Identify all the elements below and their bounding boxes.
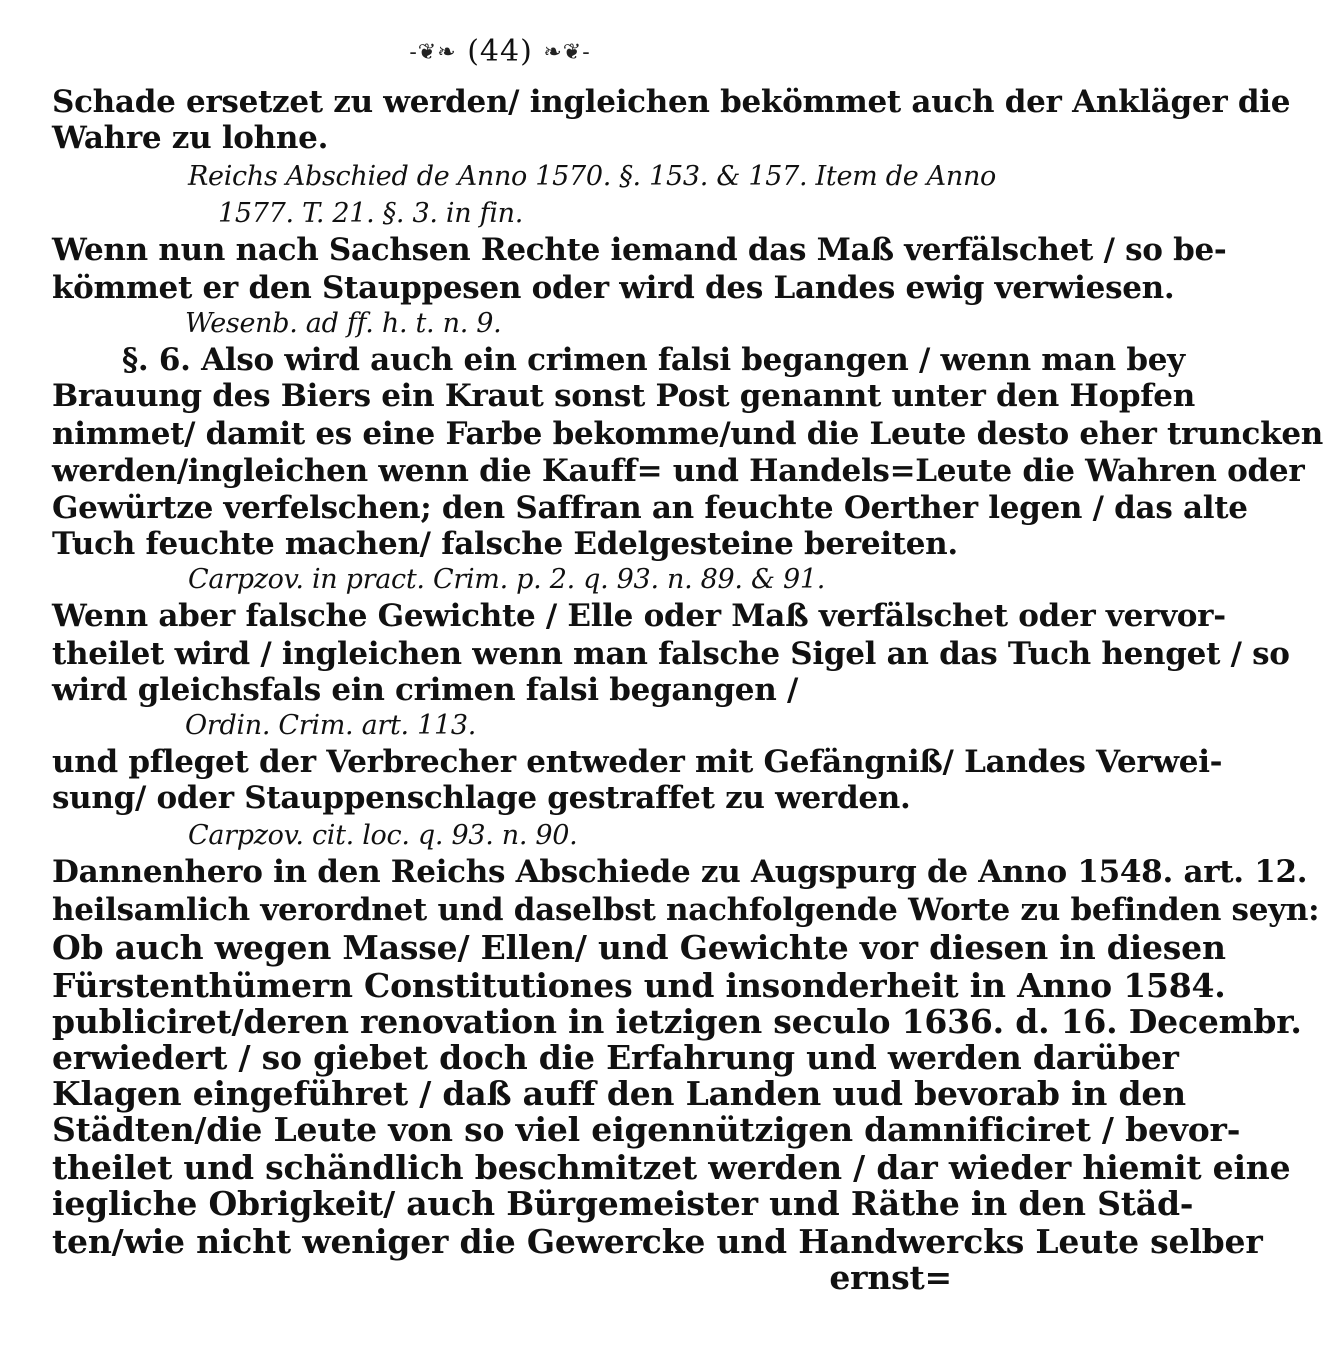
text-line: wird gleichsfals ein crimen falsi begangen / [52,672,798,708]
quoted-text-line: theilet und schändlich beschmitzet werden / dar wieder hiemit eine [52,1148,1291,1187]
text-line: Schade ersetzet zu werden/ ingleichen bekömmet auch der Ankläger die [52,84,1291,120]
text-line: Wenn aber falsche Gewichte / Elle oder Maß verfälschet oder vervor- [52,598,1226,634]
quoted-text-line: iegliche Obrigkeit/ auch Bürgemeister und Räthe in den Städ- [52,1184,1194,1223]
quoted-text-line: Städten/die Leute von so viel eigennützigen damnificiret / bevor- [52,1110,1241,1149]
right-ornament-icon: ❧❦- [543,40,591,65]
text-line: Gewürtze verfelschen; den Saffran an feuchte Oerther legen / das alte [52,490,1248,526]
quoted-text-line: Ob auch wegen Masse/ Ellen/ und Gewichte vor diesen in diesen [52,928,1226,967]
text-line: Dannenhero in den Reichs Abschiede zu Augspurg de Anno 1548. art. 12. [52,854,1308,890]
text-line: Brauung des Biers ein Kraut sonst Post genannt unter den Hopfen [52,378,1195,414]
text-line: kömmet er den Stauppesen oder wird des Landes ewig verwiesen. [52,270,1175,306]
quoted-text-line: Fürstenthümern Constitutiones und insonderheit in Anno 1584. [52,966,1226,1005]
left-ornament-icon: -❦❧ [409,40,457,65]
citation-line: Carpzov. cit. loc. q. 93. n. 90. [188,820,578,851]
text-line: und pfleget der Verbrecher entweder mit Gefängniß/ Landes Verwei- [52,744,1223,780]
section-heading-line: §. 6. Also wird auch ein crimen falsi begangen / wenn man bey [122,342,1185,378]
quoted-text-line: Klagen eingeführet / daß auff den Landen uud bevorab in den [52,1074,1186,1113]
citation-line: Wesenb. ad ff. h. t. n. 9. [185,308,502,339]
citation-line: Carpzov. in pract. Crim. p. 2. q. 93. n. 89. & 91. [188,564,826,595]
citation-line: Reichs Abschied de Anno 1570. §. 153. & 157. Item de Anno [188,161,996,192]
page-number: (44) [467,34,533,69]
text-line: heilsamlich verordnet und daselbst nachfolgende Worte zu befinden seyn: [52,892,1320,928]
quoted-text-line: publiciret/deren renovation in ietzigen seculo 1636. d. 16. Decembr. [52,1002,1302,1041]
text-line: sung/ oder Stauppenschlage gestraffet zu werden. [52,780,911,816]
page-number-header [0,32,1000,73]
citation-line: Ordin. Crim. art. 113. [185,710,477,741]
text-line: theilet wird / ingleichen wenn man falsche Sigel an das Tuch henget / so [52,636,1290,672]
catchword: ernst= [829,1258,952,1297]
text-line: werden/ingleichen wenn die Kauff= und Handels=Leute die Wahren oder [52,453,1305,489]
quoted-text-line: erwiedert / so giebet doch die Erfahrung und werden darüber [52,1038,1179,1077]
quoted-text-line: ten/wie nicht weniger die Gewercke und Handwercks Leute selber [52,1222,1263,1261]
text-line: nimmet/ damit es eine Farbe bekomme/und die Leute desto eher truncken [52,416,1323,452]
text-line: Tuch feuchte machen/ falsche Edelgesteine bereiten. [52,526,958,562]
text-line: Wahre zu lohne. [52,120,329,156]
citation-line: 1577. T. 21. §. 3. in fin. [218,198,524,229]
text-line: Wenn nun nach Sachsen Rechte iemand das Maß verfälschet / so be- [52,232,1227,268]
